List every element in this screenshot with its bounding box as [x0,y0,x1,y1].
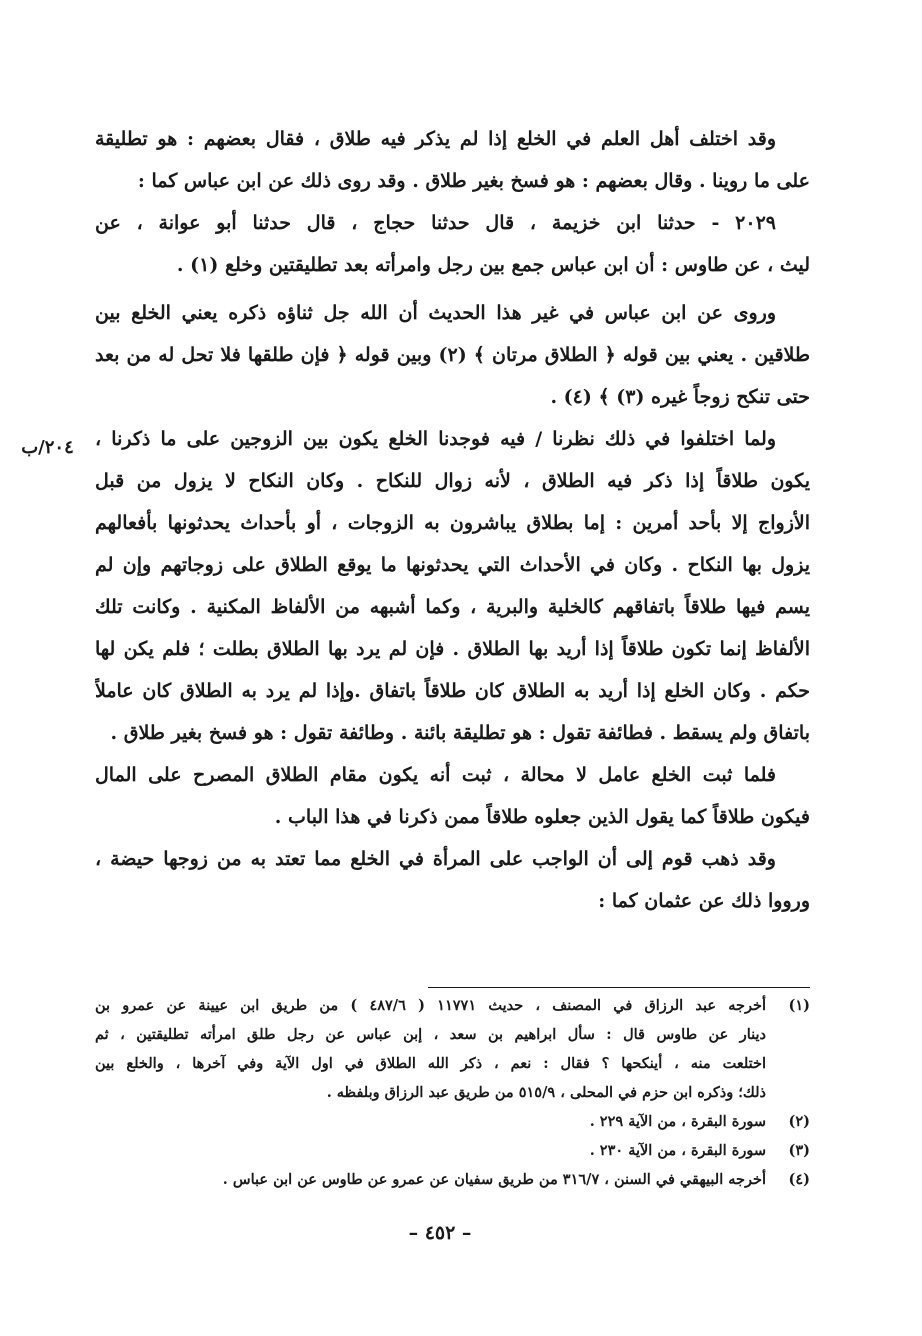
text-line: طلاقين . يعني بين قوله ﴿ الطلاق مرتان ﴾ (٢) وبين قوله ﴿ فإن طلقها فلا تحل له من بعد [95,344,810,366]
text-line: وقد اختلف أهل العلم في الخلع إذا لم يذكر فيه طلاق ، فقال بعضهم : هو تطليقة [95,128,776,150]
text-line: ولما اختلفوا في ذلك نظرنا / فيه فوجدنا الخلع يكون بين الزوجين على ما ذكرنا ، [95,428,776,450]
text-line: على ما روينا . وقال بعضهم : هو فسخ بغير طلاق . وقد روى ذلك عن ابن عباس كما : [137,170,810,192]
text-line: يكون طلاقاً إذا ذكر فيه الطلاق ، لأنه زوال للنكاح . وكان النكاح لا يزول من قبل [95,470,810,492]
hadith-line: ٢٠٢٩ - حدثنا ابن خزيمة ، قال حدثنا حجاج ، قال حدثنا أبو عوانة ، عن [95,212,776,234]
footnote-line [95,1165,810,1194]
footnote-number: (١) [788,997,810,1014]
footnotes [95,991,810,1194]
footnote-text: أخرجه عبد الرزاق في المصنف ، حديث ١١٧٧١ ( ٤٨٧/٦ ) من طريق ابن عيينة عن عمرو بن [95,997,766,1014]
footnote-text: سورة البقرة ، من الآية ٢٣٠ . [589,1142,766,1159]
text-line: وروى عن ابن عباس في غير هذا الحديث أن الله جل ثناؤه ذكره يعني الخلع بين [95,302,776,324]
text-line: يسم فيها طلاقاً باتفاقهم كالخلية والبرية ، وكما أشبهه من الألفاظ المكنية . وكانت تلك [95,596,810,618]
footnote-text: أخرجه البيهقي في السنن ، ٣١٦/٧ من طريق سفيان عن عمرو عن طاوس عن ابن عباس . [222,1171,766,1188]
text-line: فيكون طلاقاً كما يقول الذين جعلوه طلاقاً ممن ذكرنا في هذا الباب . [274,806,810,828]
text-line: فلما ثبت الخلع عامل لا محالة ، ثبت أنه يكون مقام الطلاق المصرح على المال [95,764,776,786]
text-line: يزول بها النكاح . وكان في الأحداث التي يحدثونها ما يوقع الطلاق على زوجاتهم وإن لم [95,554,810,576]
footnote-line: اختلعت منه ، أينكحها ؟ فقال : نعم ، ذكر الله الطلاق في اول الآية وفي آخرها ، والخلع بين [95,1055,766,1072]
footnote-line [95,991,810,1020]
text-line: الأزواج إلا بأحد أمرين : إما بطلاق يباشرون به الزوجات ، أو بأحداث يحدثونها بأفعالهم [95,512,810,534]
main-text [95,118,810,922]
footnote-number: (٣) [788,1142,810,1159]
page-number: – ٤٥٢ – [408,1222,472,1244]
footnote-line [95,1107,810,1136]
text-line: ورووا ذلك عن عثمان كما : [598,890,810,912]
text-line: حتى تنكح زوجاً غيره (٣) ﴾ (٤) . [550,386,810,408]
footnote-line: دينار عن طاوس قال : سأل ابراهيم بن سعد ، إبن عباس عن رجل طلق امرأته تطليقتين ، ثم [95,1026,766,1043]
text-line: باتفاق ولم يسقط . فطائفة تقول : هو تطليقة بائنة . وطائفة تقول : هو فسخ بغير طلاق . [110,722,810,744]
footnote-line: ذلك؛ وذكره ابن حزم في المحلى ، ٥١٥/٩ من طريق عبد الرزاق وبلفظه . [326,1084,766,1101]
footnote-number: (٢) [788,1113,810,1130]
text-line: ليث ، عن طاوس : أن ابن عباس جمع بين رجل وامرأته بعد تطليقتين وخلع (١) . [176,254,810,276]
manuscript-folio-note: ٢٠٤/ب [21,437,74,458]
footnote-number: (٤) [788,1171,810,1188]
text-line: وقد ذهب قوم إلى أن الواجب على المرأة في الخلع مما تعتد به من زوجها حيضة ، [95,848,776,870]
footnote-line [95,1136,810,1165]
text-line: الألفاظ إنما تكون طلاقاً إذا أريد بها الطلاق . فإن لم يرد بها الطلاق بطلت ؛ فلم يكن لها [95,638,810,660]
footnote-separator [428,987,810,988]
footnote-text: سورة البقرة ، من الآية ٢٢٩ . [589,1113,766,1130]
text-line: حكم . وكان الخلع إذا أريد به الطلاق كان طلاقاً باتفاق .وإذا لم يرد به الطلاق كان عاملاً [95,680,810,702]
